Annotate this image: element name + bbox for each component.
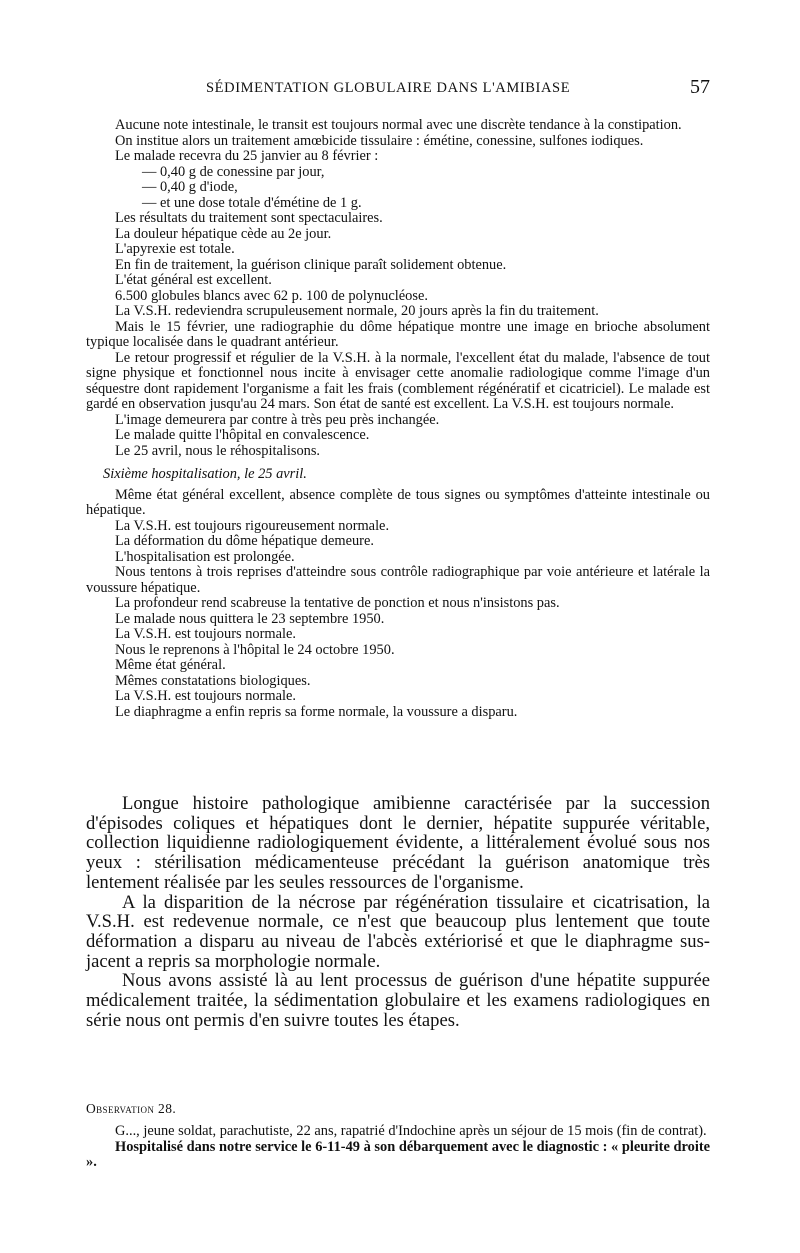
paragraph: Nous le reprenons à l'hôpital le 24 octobre 1950. [115, 641, 395, 658]
discussion-text [86, 794, 710, 1030]
paragraph: En fin de traitement, la guérison clinique paraît solidement obtenue. [115, 256, 507, 273]
treatment-item: — et une dose totale d'émétine de 1 g. [142, 194, 362, 211]
paragraph: Hospitalisé dans notre service le 6-11-49 à son débarquement avec le diagnostic : « pleurite droite ». [86, 1138, 710, 1170]
page-header [86, 76, 712, 102]
paragraph: L'hospitalisation est prolongée. [115, 548, 295, 565]
paragraph: La douleur hépatique cède au 2e jour. [115, 225, 332, 242]
observation-heading: Observation 28. [86, 1101, 177, 1116]
paragraph: L'apyrexie est totale. [115, 241, 235, 257]
running-head: SÉDIMENTATION GLOBULAIRE DANS L'AMIBIASE [206, 80, 571, 96]
paragraph: Le diaphragme a enfin repris sa forme normale, la voussure a disparu. [115, 703, 518, 720]
paragraph: Les résultats du traitement sont spectaculaires. [115, 210, 383, 226]
treatment-item: — 0,40 g de conessine par jour, [142, 163, 325, 180]
discussion-paragraph: Nous avons assisté là au lent processus de guérison d'une hépatite suppurée médicalement traitée, la sédimentation globulaire et les examens radiologiques en série nous ont permis d'en suivre toutes les étapes. [86, 970, 710, 1031]
paragraph: Même état général. [115, 657, 226, 673]
paragraph: Même état général excellent, absence complète de tous signes ou symptômes d'atteinte intestinale ou hépatique. [86, 486, 710, 518]
paragraph: La profondeur rend scabreuse la tentative de ponction et nous n'insistons pas. [115, 595, 560, 611]
page-number: 57 [690, 76, 710, 98]
paragraph: On institue alors un traitement amœbicide tissulaire : émétine, conessine, sulfones iodiques. [115, 132, 644, 149]
paragraph: La V.S.H. est toujours rigoureusement normale. [115, 517, 390, 534]
observation-text [86, 1124, 710, 1171]
paragraph: Le 25 avril, nous le réhospitalisons. [115, 442, 321, 459]
paragraph: Le malade nous quittera le 23 septembre 1950. [115, 610, 385, 627]
discussion-paragraph: Longue histoire pathologique amibienne caractérisée par la succession d'épisodes coliques et hépatiques dont le dernier, hépatite suppurée véritable, collection liquidienne radiologiquement évidente, a littéralement évolué sous nos yeux : stérilisation médicamenteuse précédant la guérison anatomique très lentement réalisée par les seules ressources de l'organisme. [86, 793, 710, 893]
section-subheading: Sixième hospitalisation, le 25 avril. [103, 466, 307, 482]
case-notes [86, 118, 710, 720]
paragraph: Nous tentons à trois reprises d'atteindre sous contrôle radiographique par voie antérieure et latérale la voussure hépatique. [86, 564, 710, 596]
paragraph: Le retour progressif et régulier de la V.S.H. à la normale, l'excellent état du malade, l'absence de tout signe physique et fonctionnel nous incite à envisager cette anomalie radiologique comme l'image d'un séquestre dont rapidement l'organisme a fait les frais (comblement régénératif et cicatriciel). Le malade est gardé en observation jusqu'au 24 mars. Son état de santé est excellent. La V.S.H. est toujours normale. [86, 349, 710, 412]
paragraph: Mêmes constatations biologiques. [115, 672, 311, 689]
treatment-item: — 0,40 g d'iode, [142, 179, 238, 195]
paragraph: Le malade quitte l'hôpital en convalescence. [115, 427, 370, 443]
paragraph: Aucune note intestinale, le transit est toujours normal avec une discrète tendance à la constipation. [115, 117, 682, 133]
paragraph: Mais le 15 février, une radiographie du dôme hépatique montre une image en brioche absolument typique localisée dans le quadrant antérieur. [86, 318, 710, 350]
paragraph: La V.S.H. est toujours normale. [115, 626, 296, 642]
paragraph: G..., jeune soldat, parachutiste, 22 ans, rapatrié d'Indochine après un séjour de 15 mois (fin de contrat). [115, 1123, 707, 1139]
paragraph: La V.S.H. est toujours normale. [115, 688, 296, 704]
discussion-paragraph: A la disparition de la nécrose par régénération tissulaire et cicatrisation, la V.S.H. est redevenue normale, ce n'est que beaucoup plus lentement que toute déformation a disparu au niveau de l'abcès extériorisé et que le diaphragme sus-jacent a repris sa morphologie normale. [86, 891, 710, 972]
paragraph: Le malade recevra du 25 janvier au 8 février : [115, 148, 379, 164]
paragraph: L'image demeurera par contre à très peu près inchangée. [115, 411, 440, 428]
paragraph: 6.500 globules blancs avec 62 p. 100 de polynucléose. [115, 287, 428, 304]
paragraph: La V.S.H. redeviendra scrupuleusement normale, 20 jours après la fin du traitement. [115, 303, 599, 319]
paragraph: L'état général est excellent. [115, 272, 272, 288]
paragraph: La déformation du dôme hépatique demeure. [115, 533, 374, 549]
